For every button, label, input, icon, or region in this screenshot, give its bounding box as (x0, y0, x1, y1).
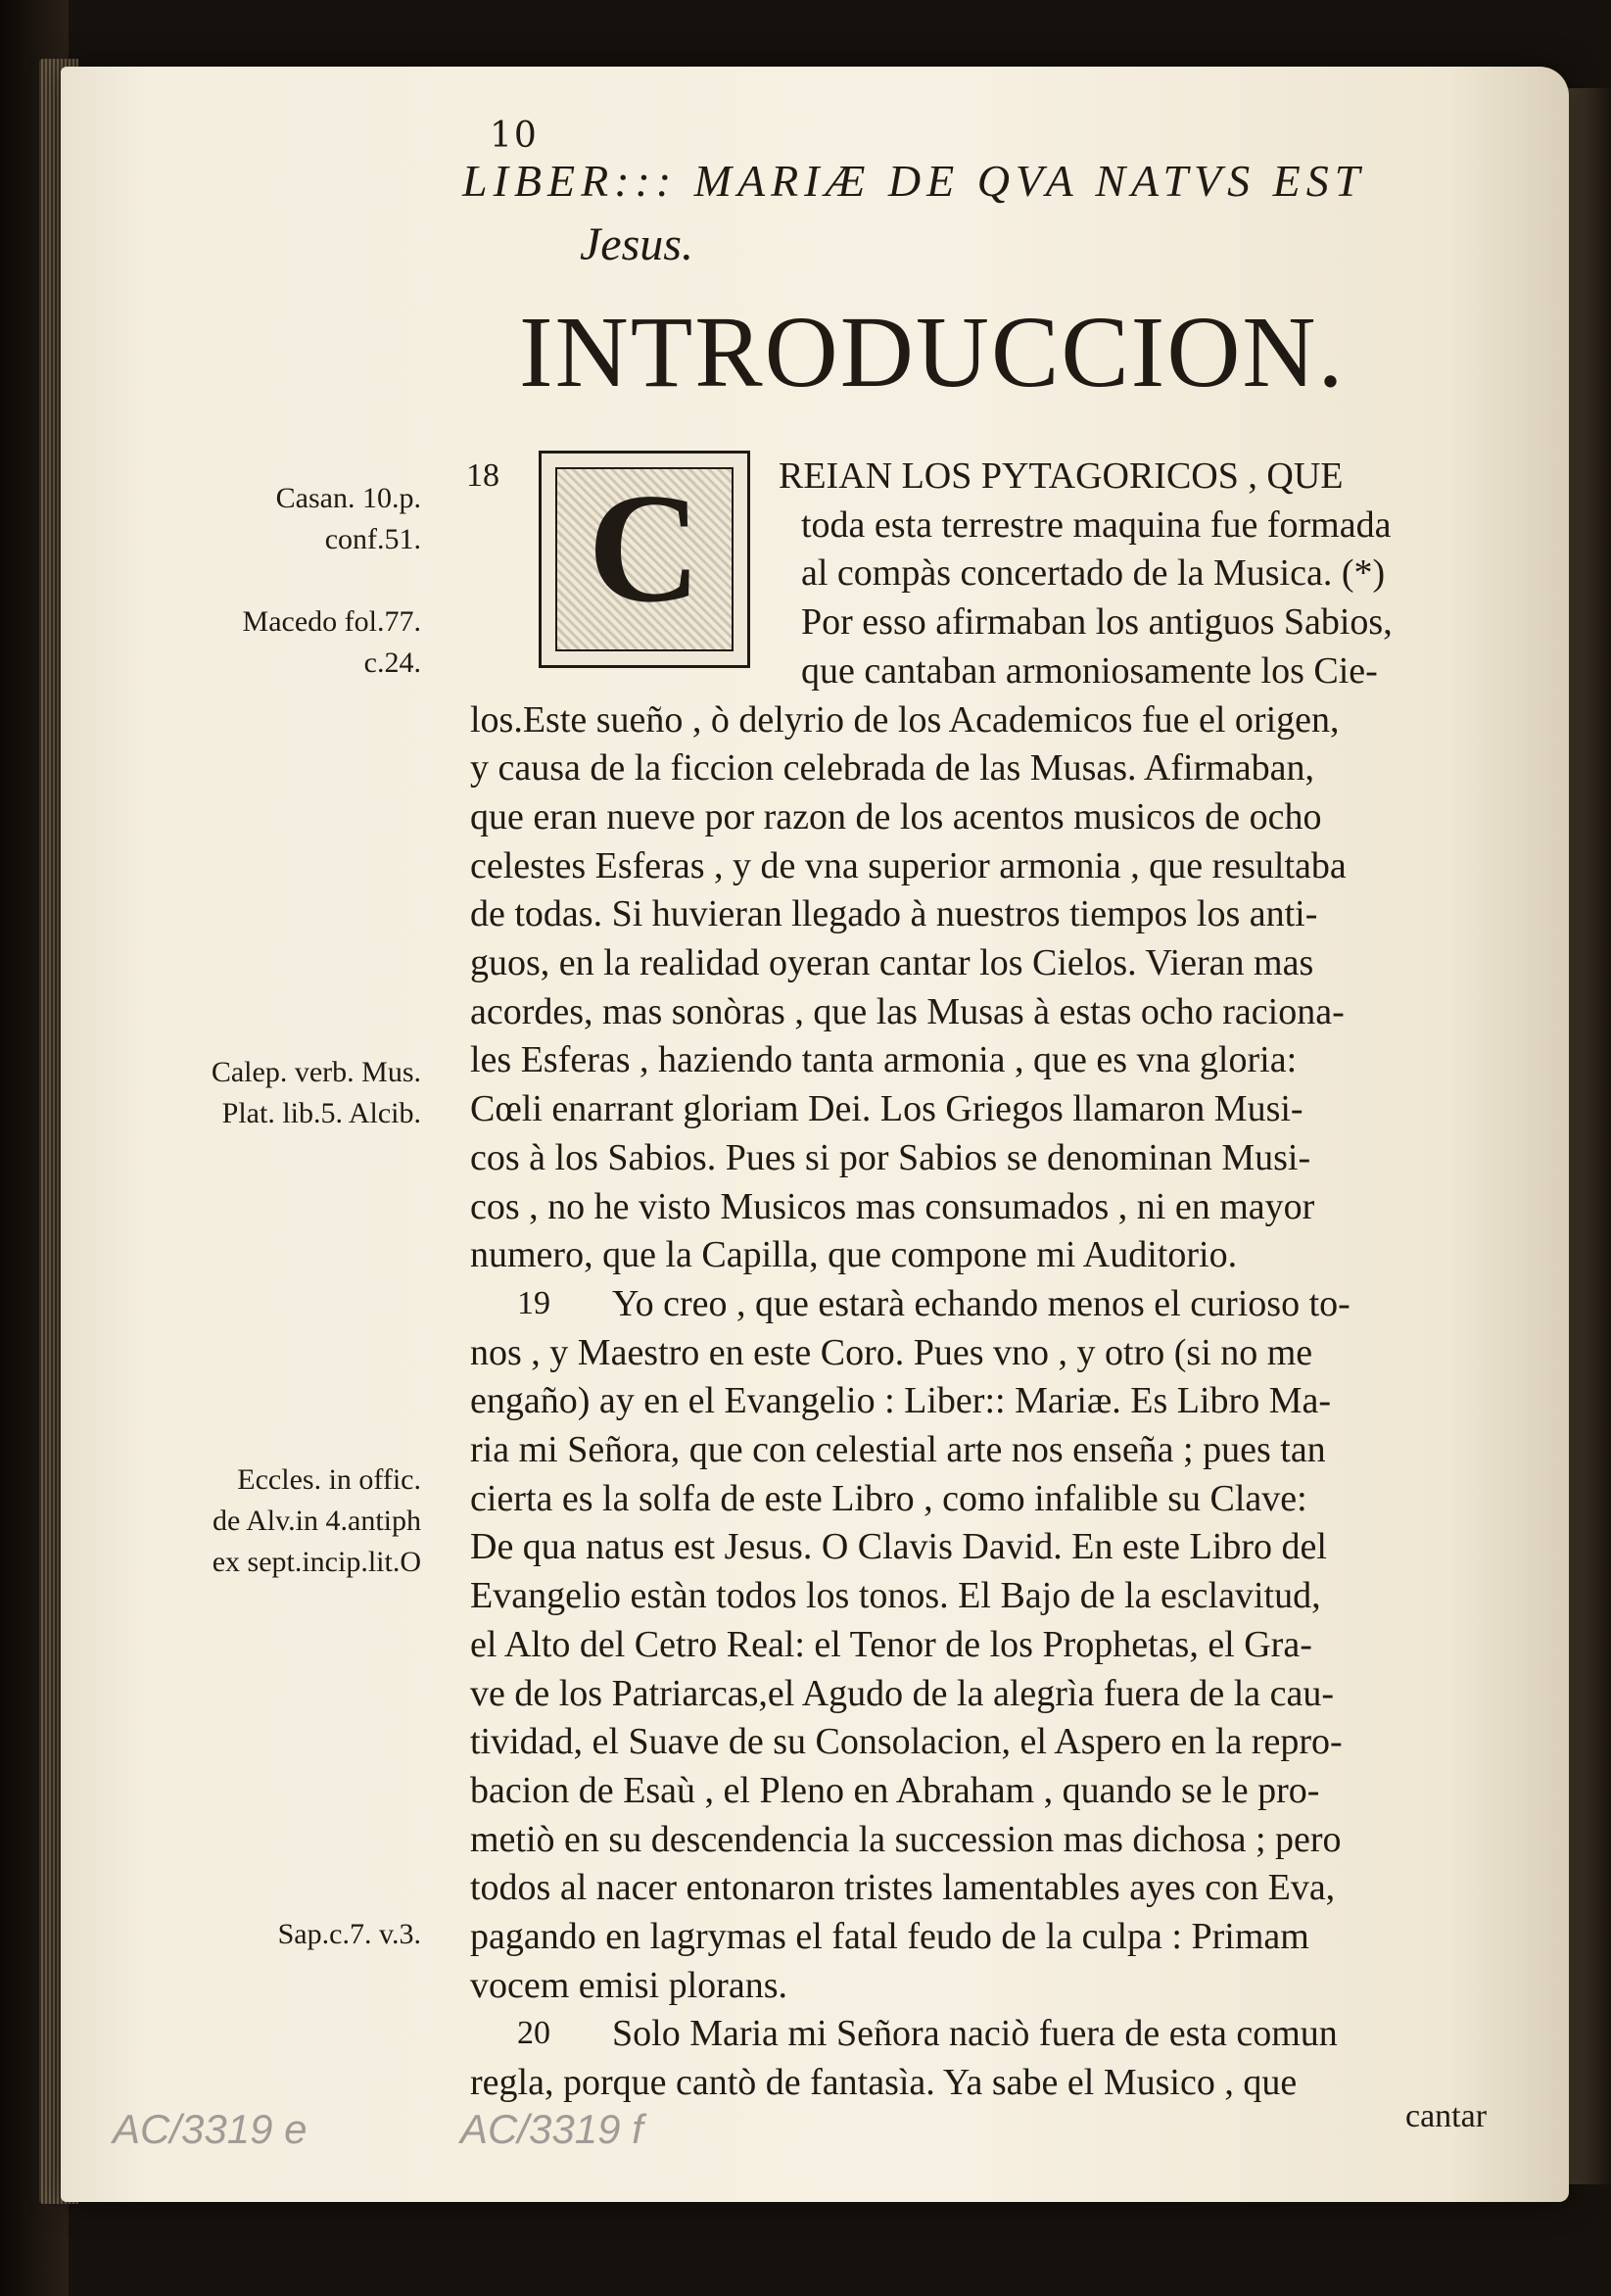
paragraph-number: 20 (517, 2015, 550, 2052)
text-line: que cantaban armoniosamente los Cie- (801, 649, 1378, 692)
paragraph-number: 19 (517, 1284, 550, 1321)
text-line: engaño) ay en el Evangelio : Liber:: Mariæ. Es Libro Ma- (470, 1380, 1332, 1422)
initial-letter: C (588, 460, 701, 635)
text-line: metiò en su descendencia la succession mas dichosa ; pero (470, 1818, 1342, 1860)
text-line: de todas. Si huvieran llegado à nuestros tiempos los anti- (470, 893, 1318, 935)
text-line: al compàs concertado de la Musica. (*) (801, 552, 1386, 595)
ornamental-initial-icon (539, 451, 750, 668)
page-number: 10 (490, 116, 539, 156)
text-line: les Esferas , haziendo tanta armonia , que es vna gloria: (470, 1039, 1298, 1081)
text-line: que eran nueve por razon de los acentos musicos de ocho (470, 795, 1322, 837)
chapter-title: INTRODUCCION. (519, 296, 1346, 408)
margin-note: Casan. 10.p. conf.51. (275, 482, 421, 555)
shelfmark-stamp: AC/3319 f (460, 2106, 643, 2152)
text-line: pagando en lagrymas el fatal feudo de la culpa : Primam (470, 1916, 1309, 1957)
margin-note: Calep. verb. Mus. Plat. lib.5. Alcib. (211, 1056, 421, 1129)
text-line: guos, en la realidad oyeran cantar los Cielos. Vieran mas (470, 942, 1314, 983)
text-line: Solo Maria mi Señora naciò fuera de esta comun (612, 2013, 1338, 2055)
text-line: cos , no he visto Musicos mas consumados , ni en mayor (470, 1185, 1315, 1227)
text-line: celestes Esferas , y de vna superior armonia , que resultaba (470, 844, 1347, 886)
text-line: De qua natus est Jesus. O Clavis David. En este Libro del (470, 1526, 1327, 1568)
text-line: los.Este sueño , ò delyrio de los Academicos fue el origen, (470, 698, 1340, 741)
text-line: Yo creo , que estarà echando menos el curioso to- (612, 1282, 1350, 1324)
text-line: el Alto del Cetro Real: el Tenor de los Prophetas, el Gra- (470, 1623, 1312, 1665)
text-line: bacion de Esaù , el Pleno en Abraham , quando se le pro- (470, 1769, 1320, 1811)
text-line: acordes, mas sonòras , que las Musas à estas ocho raciona- (470, 990, 1345, 1032)
text-line: cos à los Sabios. Pues si por Sabios se denominan Musi- (470, 1136, 1311, 1178)
text-line: regla, porque cantò de fantasìa. Ya sabe el Musico , que (470, 2062, 1298, 2104)
text-line: Evangelio estàn todos los tonos. El Bajo de la esclavitud, (470, 1575, 1321, 1617)
running-head: LIBER::: MARIÆ DE QVA NATVS EST (462, 156, 1366, 206)
paragraph-number: 18 (466, 457, 499, 494)
text-line: tividad, el Suave de su Consolacion, el Aspero en la repro- (470, 1721, 1343, 1763)
text-line: ve de los Patriarcas,el Agudo de la alegrìa fuera de la cau- (470, 1672, 1335, 1714)
catchword: cantar (1405, 2098, 1488, 2134)
text-line: Cœli enarrant gloriam Dei. Los Griegos llamaron Musi- (470, 1088, 1303, 1130)
text-line: Por esso afirmaban los antiguos Sabios, (801, 601, 1393, 644)
shelfmark-stamp: AC/3319 e (113, 2106, 308, 2152)
text-line: nos , y Maestro en este Coro. Pues vno , y otro (si no me (470, 1331, 1313, 1373)
text-line: cierta es la solfa de este Libro , como infalible su Clave: (470, 1477, 1307, 1519)
text-line: numero, que la Capilla, que compone mi Auditorio. (470, 1234, 1238, 1276)
text-line: REIAN LOS PYTAGORICOS , QUE (779, 455, 1344, 497)
margin-note: Sap.c.7. v.3. (277, 1918, 421, 1950)
margin-note: Eccles. in offic. de Alv.in 4.antiph ex sept.incip.lit.O (212, 1463, 421, 1578)
text-line: toda esta terrestre maquina fue formada (801, 503, 1392, 546)
text-line: ria mi Señora, que con celestial arte nos enseña ; pues tan (470, 1429, 1326, 1470)
text-line: y causa de la ficcion celebrada de las Musas. Afirmaban, (470, 747, 1315, 789)
text-line: vocem emisi plorans. (470, 1964, 787, 2006)
text-line: todos al nacer entonaron tristes lamentables ayes con Eva, (470, 1867, 1336, 1909)
book-binding-right (1567, 88, 1611, 2184)
running-head-continuation: Jesus. (580, 218, 693, 270)
margin-note: Macedo fol.77. c.24. (242, 605, 421, 679)
